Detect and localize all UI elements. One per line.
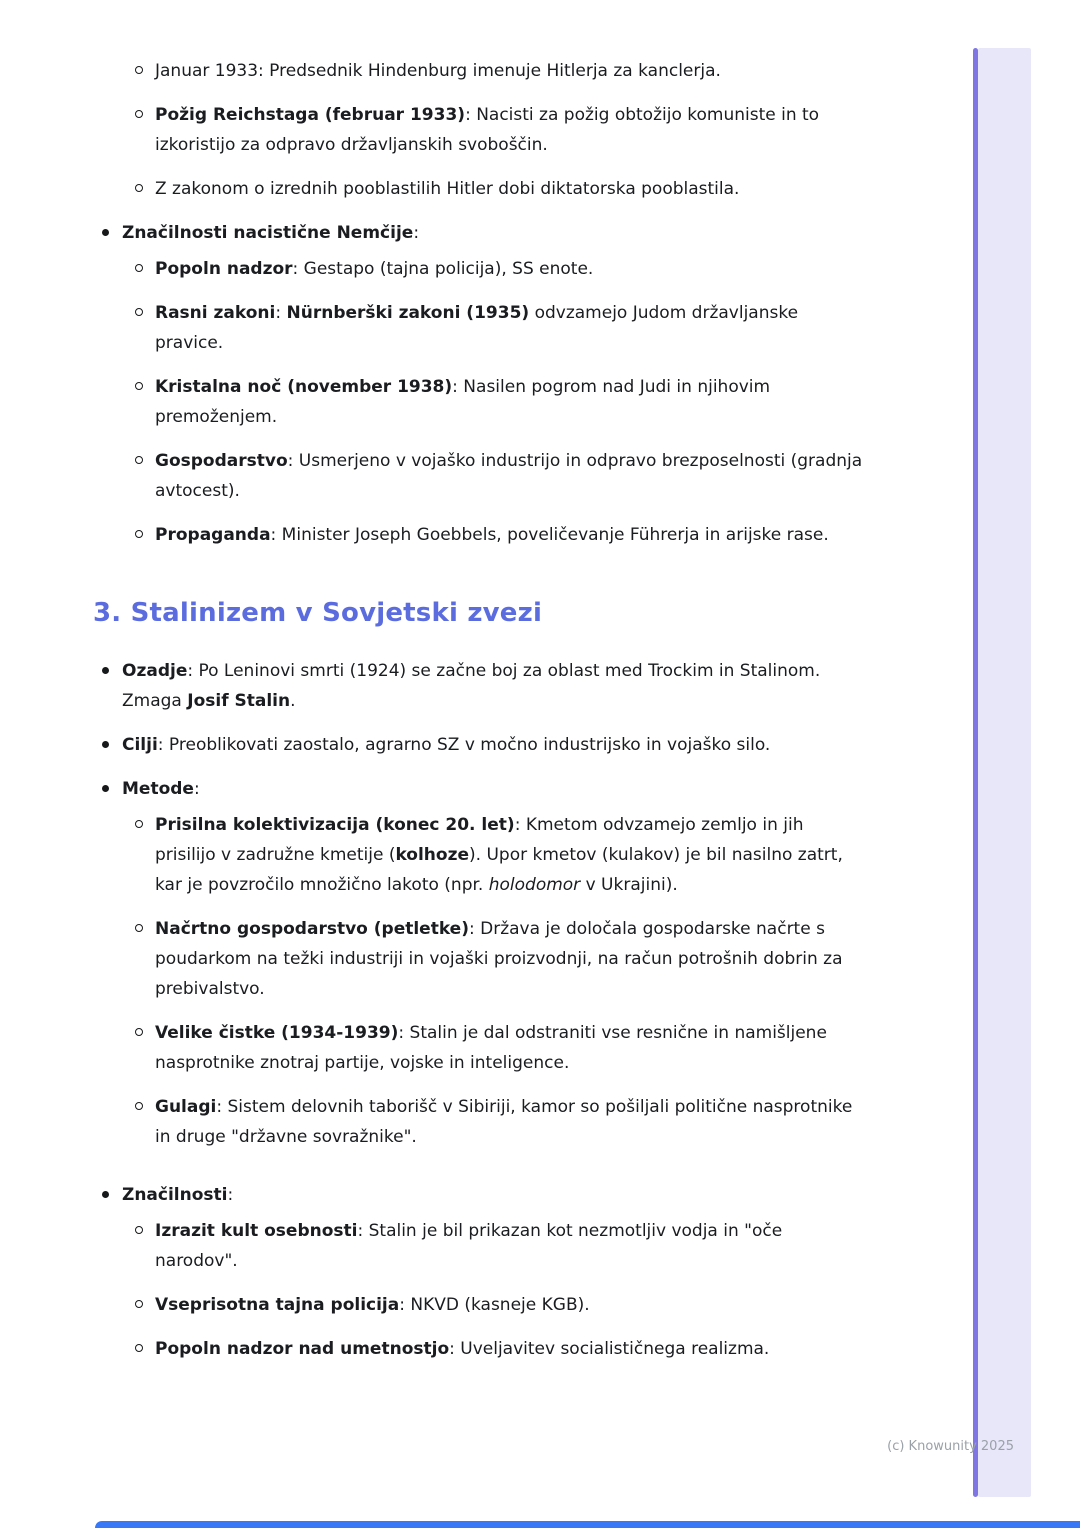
list-item [135,810,868,900]
dot-bullet-icon [102,741,109,748]
circle-bullet-icon [135,1028,143,1036]
list-item-text: Ozadje: Po Leninovi smrti (1924) se začne boj za oblast med Trockim in Stalinom. Zmaga Josif Stalin. [122,661,821,711]
list-item [102,656,1080,716]
nazi-rise-sublist [135,56,1080,204]
list-item-text: Popoln nadzor nad umetnostjo: Uveljavitev socialističnega realizma. [155,1339,770,1359]
list-item-text: Prisilna kolektivizacija (konec 20. let): Kmetom odvzamejo zemljo in jih prisilijo v zadružne kmetije (kolhoze). Upor kmetov (kulakov) je bil nasilno zatrt, kar je povzročilo množično lakoto (npr. holodomor v Ukrajini). [155,815,843,895]
circle-bullet-icon [135,1226,143,1234]
list-item-text: Propaganda: Minister Joseph Goebbels, poveličevanje Führerja in arijske rase. [155,525,829,545]
list-item-text: Popoln nadzor: Gestapo (tajna policija), SS enote. [155,259,594,279]
list-item-text: Gulagi: Sistem delovnih taborišč v Sibiriji, kamor so pošiljali politične nasprotnike in druge "državne sovražnike". [155,1097,853,1147]
dot-bullet-icon [102,785,109,792]
list-item [102,1180,1080,1378]
list-item [135,1290,868,1320]
circle-bullet-icon [135,1102,143,1110]
circle-bullet-icon [135,530,143,538]
list-item [135,254,868,284]
list-item-text: Januar 1933: Predsednik Hindenburg imenuje Hitlerja za kanclerja. [155,61,721,81]
list-item-text: Metode: [122,779,200,799]
list-item [135,1216,868,1276]
list-item [102,218,1080,564]
circle-bullet-icon [135,110,143,118]
list-item [135,372,868,432]
list-item-text: Kristalna noč (november 1938): Nasilen pogrom nad Judi in njihovim premoženjem. [155,377,771,427]
list-item-text: Vseprisotna tajna policija: NKVD (kasneje KGB). [155,1295,590,1315]
nazi-features-list [102,218,1080,564]
dot-bullet-icon [102,1191,109,1198]
znacilnosti-sublist [135,1216,868,1364]
list-item [135,1018,868,1078]
list-item-text: Značilnosti: [122,1185,234,1205]
circle-bullet-icon [135,66,143,74]
list-item-text: Požig Reichstaga (februar 1933): Nacisti za požig obtožijo komuniste in to izkoristijo za odpravo državljanskih svoboščin. [155,105,820,155]
dot-bullet-icon [102,667,109,674]
circle-bullet-icon [135,1344,143,1352]
circle-bullet-icon [135,264,143,272]
circle-bullet-icon [135,924,143,932]
list-item [135,174,1080,204]
list-item [135,1092,868,1152]
next-page-top-edge [95,1521,1080,1528]
list-item [135,56,1080,86]
circle-bullet-icon [135,820,143,828]
circle-bullet-icon [135,184,143,192]
list-item [102,774,1080,1166]
list-item-text: Rasni zakoni: Nürnberški zakoni (1935) odvzamejo Judom državljanske pravice. [155,303,799,353]
copyright-watermark: (c) Knowunity 2025 [887,1439,1014,1454]
circle-bullet-icon [135,1300,143,1308]
section-heading-stalinism: 3. Stalinizem v Sovjetski zvezi [93,598,543,628]
list-item-text: Izrazit kult osebnosti: Stalin je bil prikazan kot nezmotljiv vodja in "oče narodov". [155,1221,783,1271]
list-item [102,730,1080,760]
list-item [135,100,1080,160]
list-item-text: Značilnosti nacistične Nemčije: [122,223,420,243]
circle-bullet-icon [135,308,143,316]
list-item-text: Z zakonom o izrednih pooblastilih Hitler dobi diktatorska pooblastila. [155,179,740,199]
circle-bullet-icon [135,456,143,464]
list-item-text: Gospodarstvo: Usmerjeno v vojaško industrijo in odpravo brezposelnosti (gradnja avtocest). [155,451,863,501]
list-item [135,914,868,1004]
dot-bullet-icon [102,229,109,236]
metode-sublist [135,810,868,1152]
list-item-text: Cilji: Preoblikovati zaostalo, agrarno SZ v močno industrijsko in vojaško silo. [122,735,771,755]
list-item [135,520,868,550]
list-item [135,1334,868,1364]
circle-bullet-icon [135,382,143,390]
list-item [135,446,868,506]
nazi-features-sublist [135,254,868,550]
list-item-text: Velike čistke (1934-1939): Stalin je dal odstraniti vse resnične in namišljene nasprotnike znotraj partije, vojske in inteligence. [155,1023,827,1073]
stalinism-list [102,656,1080,1378]
list-item [135,298,868,358]
list-item-text: Načrtno gospodarstvo (petletke): Država je določala gospodarske načrte s poudarkom na težki industriji in vojaški proizvodnji, na račun potrošnih dobrin za prebivalstvo. [155,919,843,999]
